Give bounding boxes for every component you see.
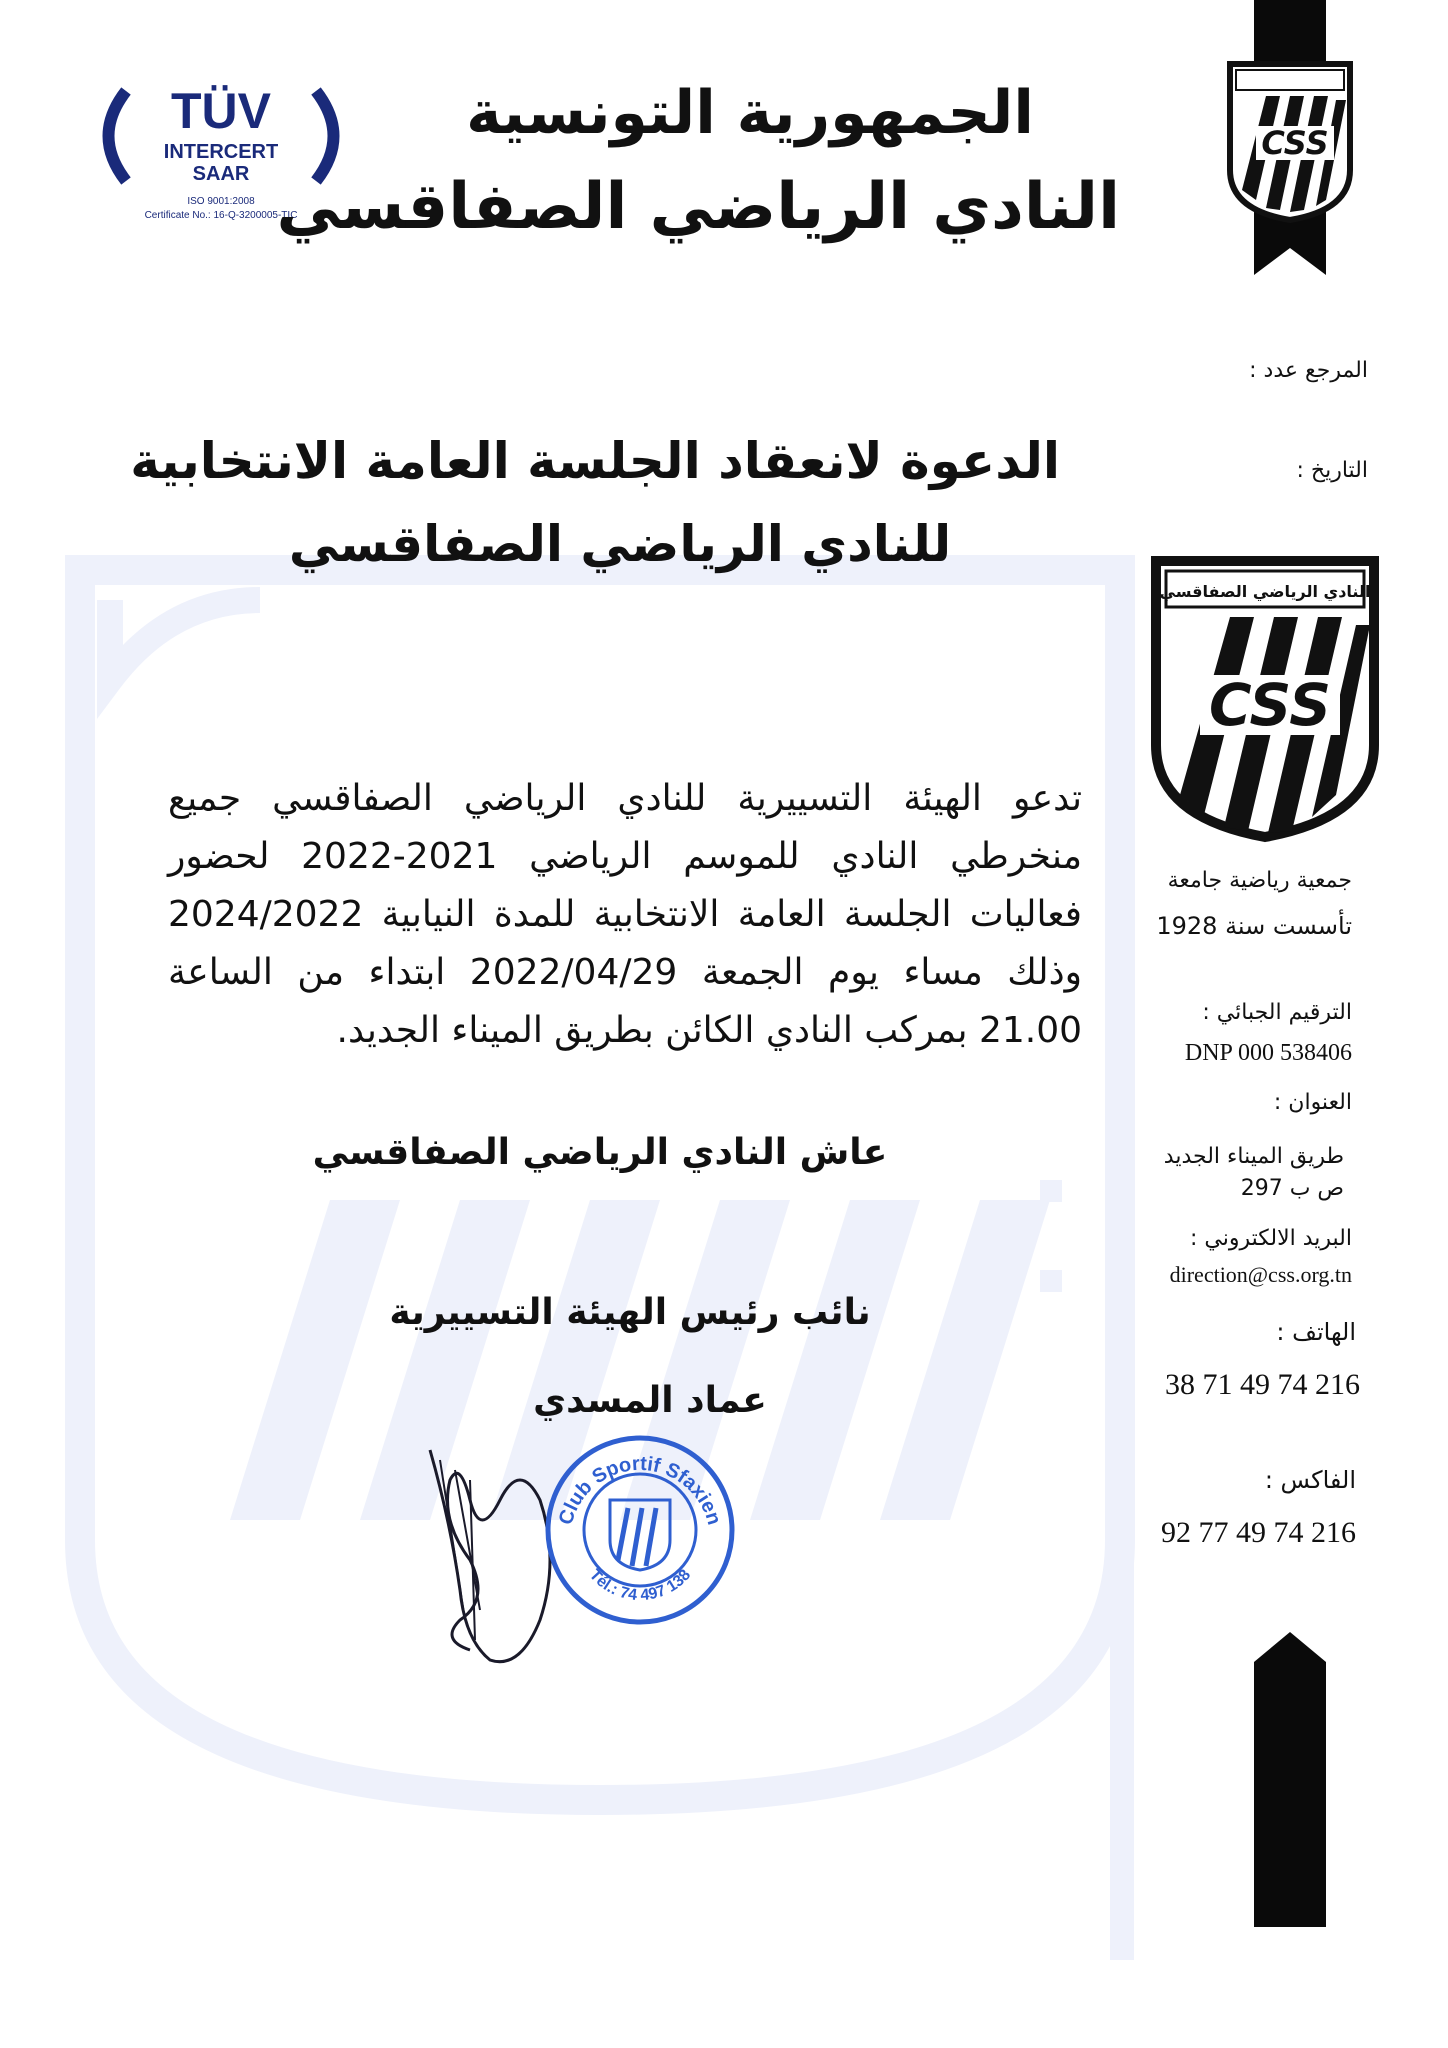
tax-id-label: الترقيم الجبائي : xyxy=(1202,1000,1352,1025)
fax-value: 216 74 49 77 92 xyxy=(1161,1516,1356,1549)
association-type: جمعية رياضية جامعة xyxy=(1167,868,1352,893)
email-label: البريد الالكتروني : xyxy=(1189,1226,1352,1251)
tuv-iso: ISO 9001:2008 xyxy=(187,196,255,207)
address-label: العنوان : xyxy=(1273,1090,1352,1115)
tuv-brand: TÜV xyxy=(171,83,271,139)
closing-slogan: عاش النادي الرياضي الصفاقسي xyxy=(312,1132,888,1173)
invitation-paragraph: تدعو الهيئة التسييرية للنادي الرياضي الصفاقسي جميع منخرطي النادي للموسم الرياضي 2021-2022 لحضور فعاليات الجلسة العامة الانتخابية للمدة النيابية 2024/2022 وذلك مساء يوم الجمعة 2022/04/29 ابتداء من الساعة 21.00 بمركب النادي الكائن بطريق الميناء الجديد. xyxy=(168,778,1082,1051)
phone-value: 216 74 49 71 38 xyxy=(1165,1368,1360,1401)
tuv-saar: SAAR xyxy=(192,163,250,185)
ribbon-bottom xyxy=(1254,1632,1326,1927)
address-line1: طريق الميناء الجديد xyxy=(1163,1144,1344,1169)
club-stamp-icon xyxy=(540,1430,740,1630)
tuv-certificate: Certificate No.: 16-Q-3200005-TIC xyxy=(144,210,298,221)
club-logo-arabic: النادي الرياضي الصفاقسي xyxy=(1159,582,1371,601)
club-logo-small xyxy=(1226,60,1354,225)
stamp-phone: Tél.: 74 497 138 xyxy=(585,1566,695,1605)
signatory-name: عماد المسدي xyxy=(533,1380,767,1421)
date-label: التاريخ : xyxy=(1296,458,1368,483)
email-value: direction@css.org.tn xyxy=(1169,1262,1352,1287)
tax-id-value: 538406 DNP 000 xyxy=(1184,1040,1352,1066)
header-club-name: النادي الرياضي الصفاقسي xyxy=(276,170,1120,244)
document-title-line1: الدعوة لانعقاد الجلسة العامة الانتخابية xyxy=(130,432,1060,490)
club-logo-letters: CSS xyxy=(1209,671,1331,739)
tuv-intercert: INTERCERT xyxy=(163,141,279,163)
address-line2: ص ب 297 xyxy=(1240,1176,1344,1201)
phone-label: الهاتف : xyxy=(1276,1318,1356,1346)
fax-label: الفاكس : xyxy=(1264,1466,1356,1494)
club-logo-large xyxy=(1150,555,1380,845)
document-title-line2: للنادي الرياضي الصفاقسي xyxy=(288,515,952,573)
founded-year: تأسست سنة 1928 xyxy=(1156,912,1352,940)
club-logo-small-letters: CSS xyxy=(1261,124,1329,162)
signatory-title: نائب رئيس الهيئة التسييرية xyxy=(389,1292,871,1333)
header-republic: الجمهورية التونسية xyxy=(466,78,1034,148)
stamp-club-name: Club Sportif Sfaxien xyxy=(554,1452,726,1528)
reference-label: المرجع عدد : xyxy=(1249,358,1368,383)
